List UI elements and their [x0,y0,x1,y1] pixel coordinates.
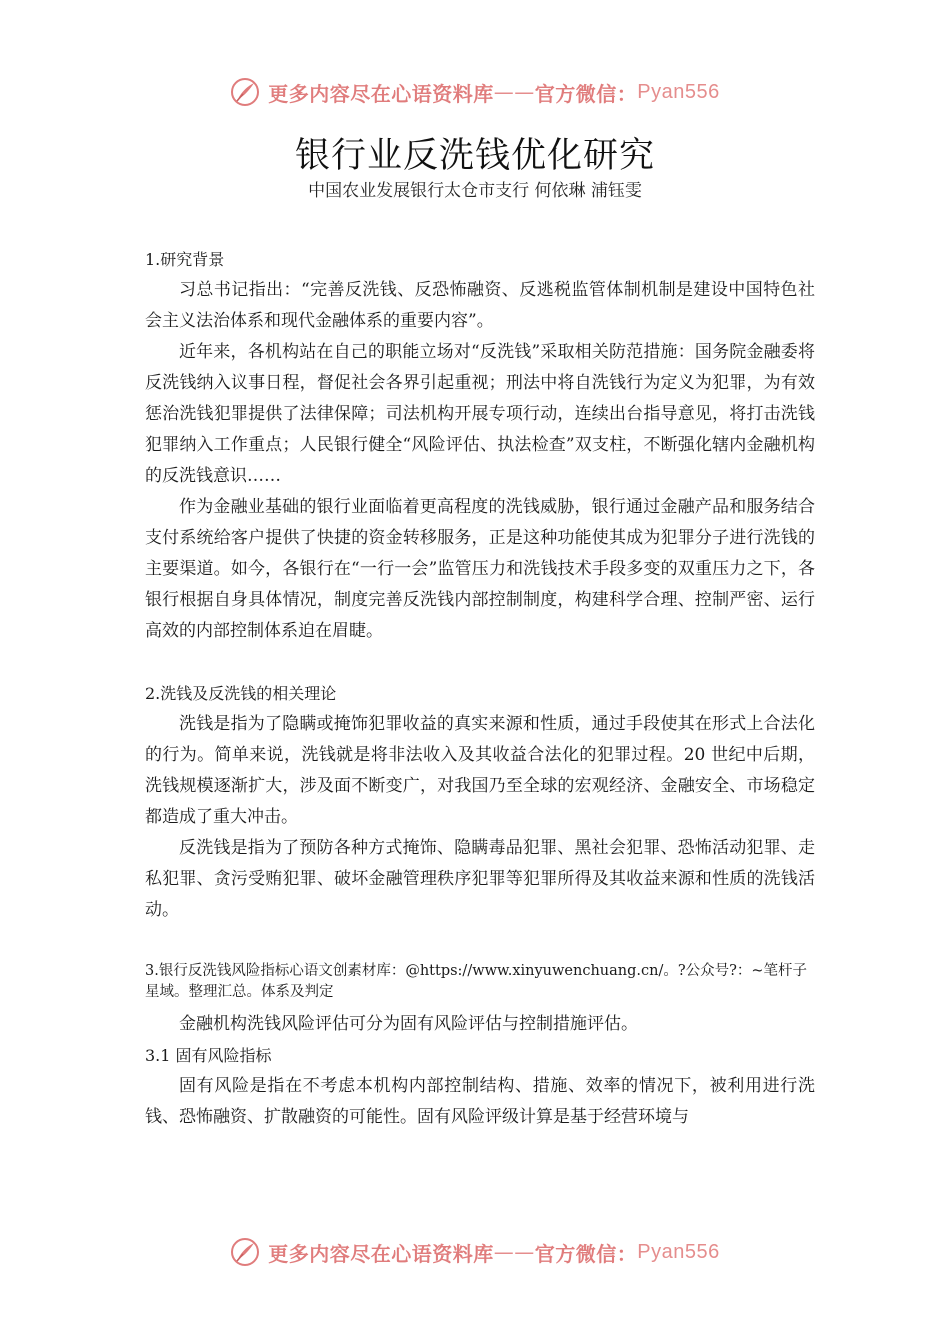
section-3-1-heading: 3.1 固有风险指标 [145,1046,272,1065]
section-2-paragraph-2: 反洗钱是指为了预防各种方式掩饰、隐瞒毒品犯罪、黑社会犯罪、恐怖活动犯罪、走私犯罪、贪污受贿犯罪、破坏金融管理秩序犯罪等犯罪所得及其收益来源和性质的洗钱活动。 [145,838,815,920]
section-3-paragraph-2: 固有风险是指在不考虑本机构内部控制结构、措施、效率的情况下，被利用进行洗钱、恐怖融资、扩散融资的可能性。固有风险评级计算是基于经营环境与 [145,1076,815,1127]
top-watermark [0,72,950,112]
watermark-separator: —— [493,1240,535,1264]
author-line: 中国农业发展银行太仓市支行 何依琳 浦钰雯 [308,181,642,201]
section-2-heading: 2.洗钱及反洗钱的相关理论 [145,684,337,703]
bottom-watermark [0,1232,950,1272]
watermark-label: 官方微信： [534,81,638,106]
section-gap [145,926,815,957]
watermark-wechat-id: Pyan556 [637,80,720,103]
section-2-paragraph-1: 洗钱是指为了隐瞒或掩饰犯罪收益的真实来源和性质，通过手段使其在形式上合法化的行为。简单来说，洗钱就是将非法收入及其收益合法化的犯罪过程。20 世纪中后期，洗钱规模逐渐扩大，涉及面不断变广，对我国乃至全球的宏观经济、金融安全、市场稳定都造成了重大冲击。 [145,714,815,827]
document-body [145,244,815,1133]
watermark-wechat-id: Pyan556 [637,1240,720,1263]
section-1-paragraph-2: 近年来，各机构站在自己的职能立场对“反洗钱”采取相关防范措施：国务院金融委将反洗钱纳入议事日程，督促社会各界引起重视；刑法中将自洗钱行为定义为犯罪，为有效惩治洗钱犯罪提供了法律保障；司法机构开展专项行动，连续出台指导意见，将打击洗钱犯罪纳入工作重点；人民银行健全“风险评估、执法检查”双支柱，不断强化辖内金融机构的反洗钱意识…… [145,342,815,486]
watermark-separator: —— [493,80,535,104]
watermark-label: 官方微信： [534,1241,638,1266]
section-1-heading: 1.研究背景 [145,250,225,269]
section-1-paragraph-1: 习总书记指出：“完善反洗钱、反恐怖融资、反逃税监管体制机制是建设中国特色社会主义法治体系和现代金融体系的重要内容”。 [145,280,815,331]
section-3-paragraph-1: 金融机构洗钱风险评估可分为固有风险评估与控制措施评估。 [179,1014,638,1034]
document-title: 银行业反洗钱优化研究 [294,136,655,176]
watermark-main-text: 更多内容尽在心语资料库 [268,81,494,106]
section-3-heading: 3.银行反洗钱风险指标心语文创素材库：@https://www.xinyuwenchuang.cn/。?公众号?：~笔杆子星域。整理汇总。体系及判定 [145,963,808,1000]
section-1-paragraph-3: 作为金融业基础的银行业面临着更高程度的洗钱威胁，银行通过金融产品和服务结合支付系统给客户提供了快捷的资金转移服务，正是这种功能使其成为犯罪分子进行洗钱的主要渠道。如今，各银行在“一行一会”监管压力和洗钱技术手段多变的双重压力之下，各银行根据自身具体情况，制度完善反洗钱内部控制制度，构建科学合理、控制严密、运行高效的内部控制体系迫在眉睫。 [145,497,815,641]
section-gap [145,647,815,678]
quill-logo-icon [230,77,260,107]
watermark-main-text: 更多内容尽在心语资料库 [268,1241,494,1266]
quill-logo-icon [230,1237,260,1267]
